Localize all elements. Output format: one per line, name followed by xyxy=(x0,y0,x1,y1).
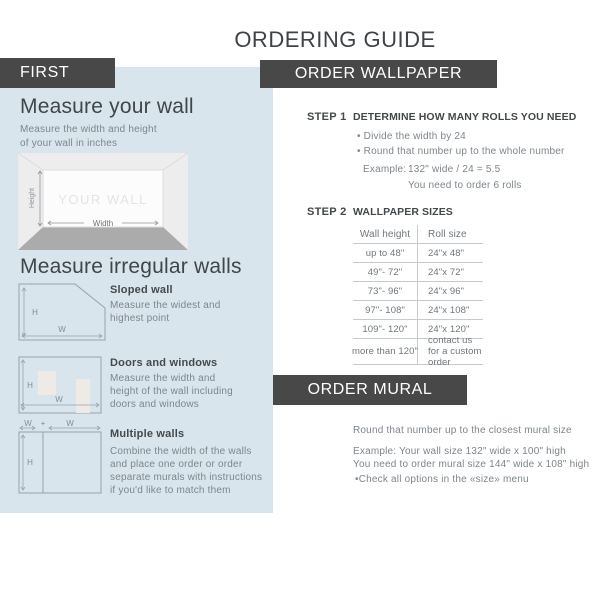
multiple-w2-label: W xyxy=(66,419,74,428)
section-header-first-label: FIRST xyxy=(20,64,70,81)
table-cell: 24"x 108" xyxy=(428,304,470,316)
table-row xyxy=(351,335,483,368)
step1-bullet-1: • Divide the width by 24 xyxy=(357,131,466,142)
wallpaper-size-table xyxy=(351,225,483,368)
step1-bullet-2: • Round that number up to the whole number xyxy=(357,146,565,157)
page-title: ORDERING GUIDE xyxy=(234,27,436,52)
table-header-wall-height: Wall height xyxy=(353,225,418,243)
multiple-w1-label: W xyxy=(24,419,32,428)
sloped-wall-title: Sloped wall xyxy=(110,284,173,296)
table-cell: 109"- 120" xyxy=(353,320,418,338)
sloped-h-label: H xyxy=(32,308,38,317)
mural-instruction: Round that number up to the closest mural size xyxy=(353,425,572,436)
multiple-plus-label: + xyxy=(40,419,46,428)
section-header-order-mural xyxy=(273,375,467,405)
table-row xyxy=(353,263,483,282)
step2-label: STEP 2 xyxy=(307,206,347,218)
window-shape xyxy=(38,371,56,395)
doors-windows-description-line1: Measure the width and xyxy=(110,373,216,384)
measure-wall-heading: Measure your wall xyxy=(20,95,194,118)
doors-h-label: H xyxy=(27,381,33,390)
multiple-walls-description-line4: if you'd like to match them xyxy=(110,485,231,496)
table-cell: 24"x 72" xyxy=(428,266,465,278)
sloped-wall-description xyxy=(110,299,221,325)
width-arrow-label: Width xyxy=(92,219,114,228)
doors-windows-description-line2: height of the wall including xyxy=(110,386,233,397)
step1-label: STEP 1 xyxy=(307,111,347,123)
multiple-walls-description-line3: separate murals with instructions xyxy=(110,472,263,483)
multiple-walls-diagram xyxy=(18,418,102,494)
sloped-wall-description-line1: Measure the widest and xyxy=(110,300,221,311)
doors-windows-description xyxy=(110,372,233,411)
table-cell: 24"x 48" xyxy=(428,247,465,259)
table-row xyxy=(353,244,483,263)
mural-size-menu-note: •Check all options in the «size» menu xyxy=(355,474,529,485)
sloped-w-label: W xyxy=(58,325,66,334)
doors-windows-description-line3: doors and windows xyxy=(110,399,200,410)
irregular-walls-heading: Measure irregular walls xyxy=(20,255,242,278)
table-row xyxy=(353,282,483,301)
doors-w-label: W xyxy=(55,395,63,404)
step1-example-label: Example: xyxy=(363,164,407,175)
measure-wall-subtitle xyxy=(20,123,157,151)
table-row xyxy=(353,301,483,320)
measure-wall-subtitle-line2: of your wall in inches xyxy=(20,138,118,149)
step2-heading: WALLPAPER SIZES xyxy=(353,206,453,218)
table-cell: 97"- 108" xyxy=(353,301,418,319)
table-cell: up to 48" xyxy=(353,244,418,262)
measure-wall-subtitle-line1: Measure the width and height xyxy=(20,124,157,135)
section-header-order-mural-label: ORDER MURAL xyxy=(307,381,433,398)
table-cell: 49"- 72" xyxy=(353,263,418,281)
mural-example-line1: Example: Your wall size 132" wide x 100" high xyxy=(353,446,566,457)
step1-example-note: You need to order 6 rolls xyxy=(408,180,522,191)
table-cell: more than 120" xyxy=(353,339,418,364)
your-wall-watermark: YOUR WALL xyxy=(58,192,148,207)
table-header-row xyxy=(353,225,483,244)
room-floor xyxy=(18,227,188,250)
door-shape xyxy=(76,379,90,413)
multiple-walls-title: Multiple walls xyxy=(110,428,185,440)
step1-example-value: 132" wide / 24 = 5.5 xyxy=(408,164,501,175)
height-arrow-label: Height xyxy=(29,187,36,209)
sloped-wall-description-line2: highest point xyxy=(110,313,170,324)
sloped-wall-diagram xyxy=(18,282,108,342)
doors-windows-diagram xyxy=(18,356,102,414)
table-cell: contact us for a custom order xyxy=(428,335,482,368)
section-header-first xyxy=(0,58,115,88)
mural-example-line2: You need to order mural size 144" wide x 108" high xyxy=(353,459,590,470)
multiple-walls-description-line2: and place one order or order xyxy=(110,459,243,470)
multiple-walls-description xyxy=(110,445,262,497)
step1-heading: DETERMINE HOW MANY ROLLS YOU NEED xyxy=(353,111,577,123)
table-cell: 24"x 96" xyxy=(428,285,465,297)
table-cell: 73"- 96" xyxy=(353,282,418,300)
section-header-order-wallpaper-label: ORDER WALLPAPER xyxy=(294,65,463,82)
wall-perspective-diagram xyxy=(18,153,188,250)
table-header-roll-size: Roll size xyxy=(428,228,467,240)
multiple-walls-description-line1: Combine the width of the walls xyxy=(110,446,252,457)
section-header-order-wallpaper xyxy=(260,60,497,88)
multiple-h-label: H xyxy=(27,458,33,467)
table-cell: 24"x 120" xyxy=(428,323,470,335)
doors-windows-title: Doors and windows xyxy=(110,357,218,369)
